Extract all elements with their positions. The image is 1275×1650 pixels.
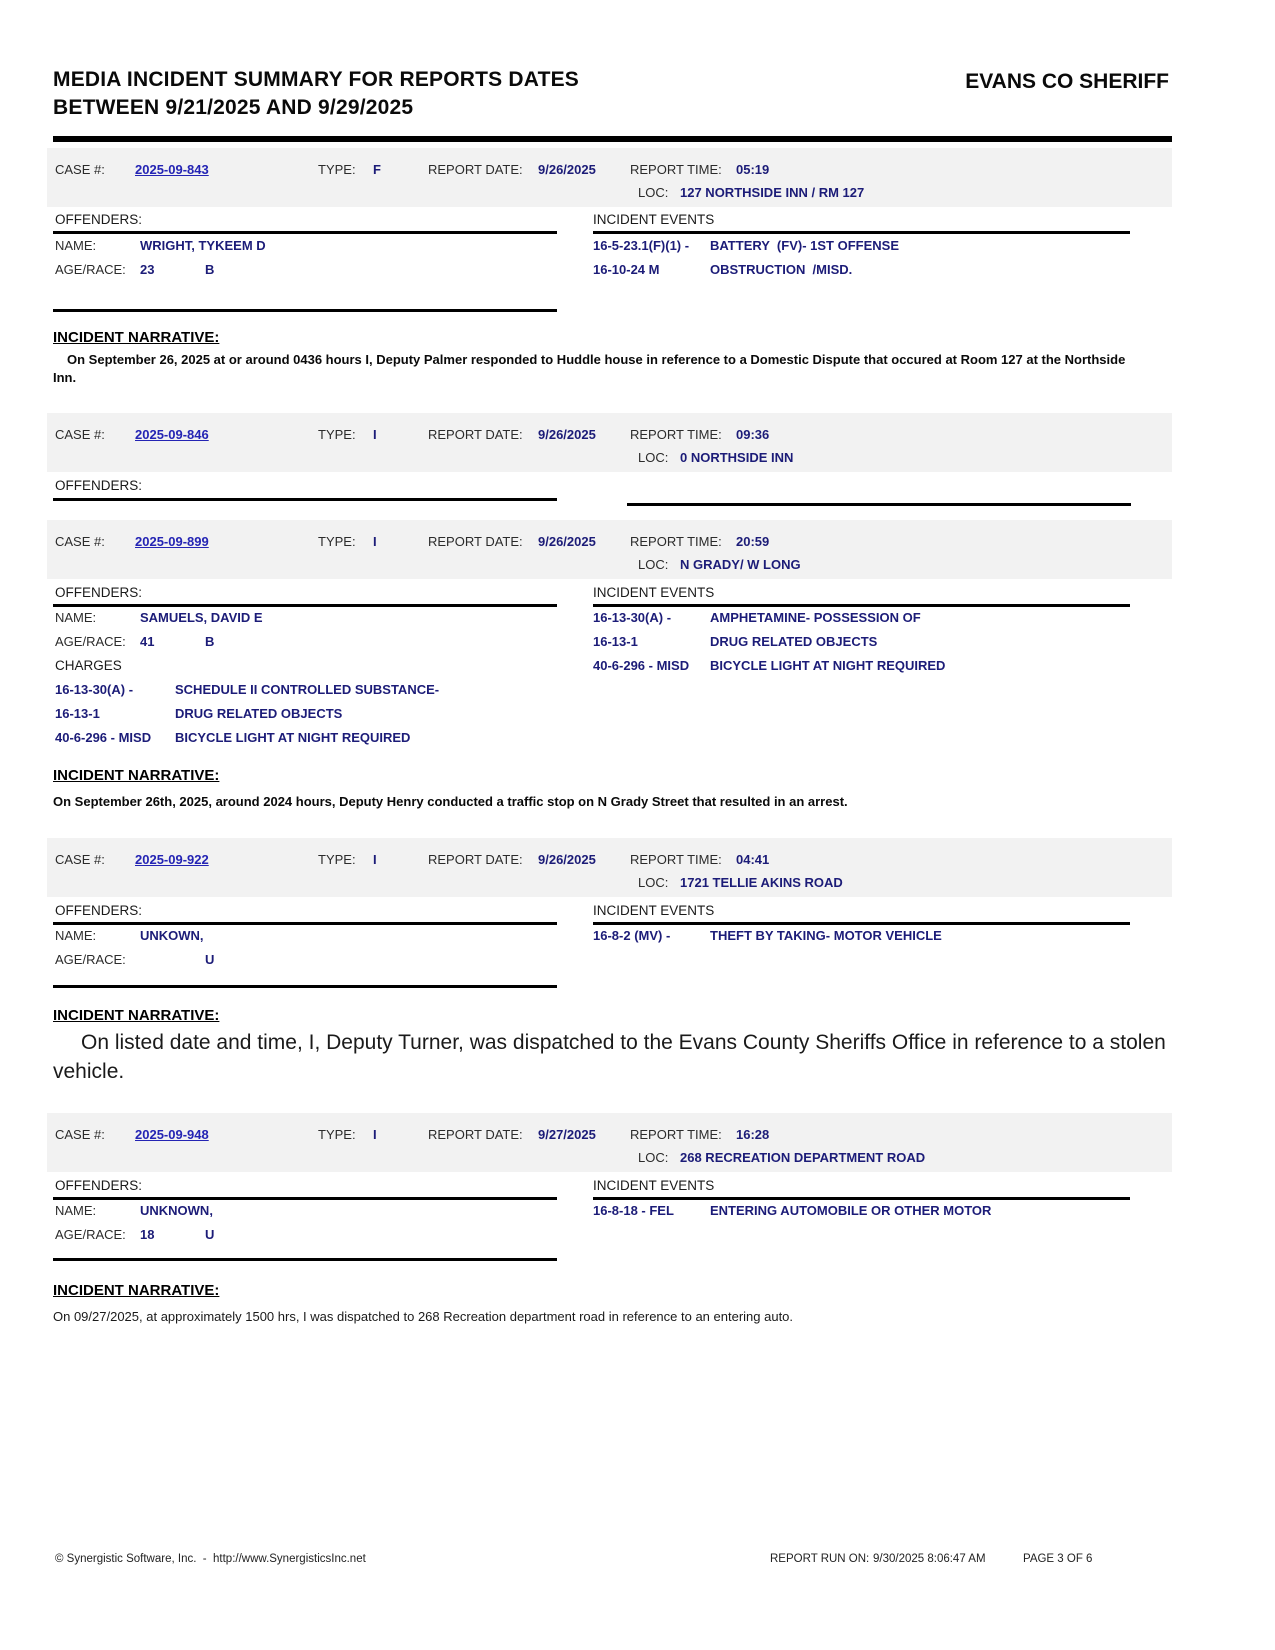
type-label: TYPE: [318,162,356,177]
events-underline [593,604,1130,607]
report-time-value: 05:19 [736,162,770,177]
case-number-link[interactable]: 2025-09-846 [135,427,209,442]
report-date-value: 9/26/2025 [538,534,596,549]
section-close-line [53,985,557,988]
incident-narrative-text: On listed date and time, I, Deputy Turner, was dispatched to the Evans County Sheriffs Office in reference to a stolen vehicle. [53,1031,1166,1083]
age-race-label: AGE/RACE: [55,952,126,967]
type-value: I [373,427,377,442]
report-date-label: REPORT DATE: [428,534,523,549]
type-value: F [373,162,381,177]
age-race-label: AGE/RACE: [55,634,126,649]
offender-race: U [205,952,215,967]
case-label: CASE #: [55,1127,105,1142]
offenders-label: OFFENDERS: [55,1178,143,1193]
case-number-link[interactable]: 2025-09-899 [135,534,209,549]
incident-narrative-label: INCIDENT NARRATIVE: [53,1007,220,1024]
charge-code: 40-6-296 - MISD [55,730,152,745]
footer-report-run-value: 9/30/2025 8:06:47 AM [873,1553,986,1565]
name-label: NAME: [55,1203,97,1218]
event-code: 16-8-2 (MV) - [593,928,671,943]
offender-age: 23 [140,262,155,277]
loc-label: LOC: [638,1150,669,1165]
offender-name: SAMUELS, DAVID E [140,610,263,625]
offender-name: UNKNOWN, [140,1203,213,1218]
offender-race: B [205,634,215,649]
type-label: TYPE: [318,852,356,867]
case-number-link[interactable]: 2025-09-922 [135,852,209,867]
report-date-label: REPORT DATE: [428,1127,523,1142]
report-title-line2: BETWEEN 9/21/2025 AND 9/29/2025 [53,96,414,119]
charge-desc: SCHEDULE II CONTROLLED SUBSTANCE- [175,682,440,697]
event-desc: THEFT BY TAKING- MOTOR VEHICLE [710,928,942,943]
events-underline [593,1197,1130,1200]
events-underline [593,231,1130,234]
report-title [53,66,813,122]
case-header-bar [47,838,1172,897]
offender-name: UNKOWN, [140,928,204,943]
offenders-underline [53,231,557,234]
loc-value: 0 NORTHSIDE INN [680,450,794,465]
offender-name: WRIGHT, TYKEEM D [140,238,266,253]
offender-age: 18 [140,1227,155,1242]
loc-value: 1721 TELLIE AKINS ROAD [680,875,843,890]
loc-label: LOC: [638,450,669,465]
loc-value: 127 NORTHSIDE INN / RM 127 [680,185,865,200]
charge-code: 16-13-1 [55,706,100,721]
type-label: TYPE: [318,427,356,442]
incident-narrative-label: INCIDENT NARRATIVE: [53,1282,220,1299]
report-date-label: REPORT DATE: [428,162,523,177]
offenders-underline [53,498,557,501]
offender-age: 41 [140,634,155,649]
charge-desc: DRUG RELATED OBJECTS [175,706,343,721]
agency-name: EVANS CO SHERIFF [965,70,1169,93]
type-value: I [373,1127,377,1142]
event-desc: DRUG RELATED OBJECTS [710,634,878,649]
footer-copyright: © Synergistic Software, Inc. - http://www.SynergisticsInc.net [55,1553,366,1565]
report-time-value: 09:36 [736,427,770,442]
report-time-label: REPORT TIME: [630,1127,722,1142]
offender-race: U [205,1227,215,1242]
case-header-bar [47,148,1172,207]
age-race-label: AGE/RACE: [55,1227,126,1242]
loc-value: N GRADY/ W LONG [680,557,801,572]
report-time-value: 20:59 [736,534,770,549]
report-title-line1: MEDIA INCIDENT SUMMARY FOR REPORTS DATES [53,68,580,91]
case-label: CASE #: [55,852,105,867]
incident-narrative-label: INCIDENT NARRATIVE: [53,329,220,346]
name-label: NAME: [55,928,97,943]
case-label: CASE #: [55,162,105,177]
case-header-bar [47,413,1172,472]
event-code: 16-5-23.1(F)(1) - [593,238,690,253]
incident-events-label: INCIDENT EVENTS [593,212,715,227]
case-number-link[interactable]: 2025-09-948 [135,1127,209,1142]
report-time-label: REPORT TIME: [630,162,722,177]
incident-narrative-label: INCIDENT NARRATIVE: [53,767,220,784]
loc-value: 268 RECREATION DEPARTMENT ROAD [680,1150,926,1165]
event-code: 16-10-24 M [593,262,660,277]
report-date-value: 9/26/2025 [538,162,596,177]
report-date-value: 9/26/2025 [538,852,596,867]
report-time-value: 16:28 [736,1127,770,1142]
incident-narrative-text: On September 26, 2025 at or around 0436 hours I, Deputy Palmer responded to Huddle house in reference to a Domestic Dispute that occured at Room 127 at the Northside Inn. [53,352,1126,385]
offenders-label: OFFENDERS: [55,903,143,918]
report-time-label: REPORT TIME: [630,534,722,549]
type-label: TYPE: [318,534,356,549]
event-code: 16-13-30(A) - [593,610,672,625]
report-date-label: REPORT DATE: [428,852,523,867]
section-close-line [53,309,557,312]
case-label: CASE #: [55,534,105,549]
report-date-value: 9/27/2025 [538,1127,596,1142]
event-desc: ENTERING AUTOMOBILE OR OTHER MOTOR [710,1203,992,1218]
charge-code: 16-13-30(A) - [55,682,134,697]
header-rule [53,136,1172,142]
events-underline [627,503,1131,506]
type-value: I [373,534,377,549]
offenders-label: OFFENDERS: [55,212,143,227]
footer-page-number: PAGE 3 OF 6 [1023,1553,1093,1565]
incident-events-label: INCIDENT EVENTS [593,585,715,600]
report-time-value: 04:41 [736,852,770,867]
event-code: 16-8-18 - FEL [593,1203,674,1218]
offenders-label: OFFENDERS: [55,585,143,600]
name-label: NAME: [55,610,97,625]
loc-label: LOC: [638,875,669,890]
offender-race: B [205,262,215,277]
age-race-label: AGE/RACE: [55,262,126,277]
case-header-bar [47,1113,1172,1172]
event-desc: BATTERY (FV)- 1ST OFFENSE [710,238,899,253]
case-header-bar [47,520,1172,579]
type-value: I [373,852,377,867]
report-date-value: 9/26/2025 [538,427,596,442]
footer-report-run-label: REPORT RUN ON: [770,1553,870,1565]
name-label: NAME: [55,238,97,253]
incident-events-label: INCIDENT EVENTS [593,903,715,918]
event-desc: OBSTRUCTION /MISD. [710,262,853,277]
charge-desc: BICYCLE LIGHT AT NIGHT REQUIRED [175,730,411,745]
offenders-label: OFFENDERS: [55,478,143,493]
offenders-underline [53,604,557,607]
incident-narrative-text: On September 26th, 2025, around 2024 hours, Deputy Henry conducted a traffic stop on N Grady Street that resulted in an arrest. [53,794,848,809]
report-date-label: REPORT DATE: [428,427,523,442]
event-code: 16-13-1 [593,634,638,649]
report-time-label: REPORT TIME: [630,852,722,867]
type-label: TYPE: [318,1127,356,1142]
offenders-underline [53,922,557,925]
incident-narrative-text: On 09/27/2025, at approximately 1500 hrs, I was dispatched to 268 Recreation department road in reference to an entering auto. [53,1309,794,1324]
event-code: 40-6-296 - MISD [593,658,690,673]
case-number-link[interactable]: 2025-09-843 [135,162,209,177]
event-desc: BICYCLE LIGHT AT NIGHT REQUIRED [710,658,946,673]
charges-label: CHARGES [55,658,122,673]
section-close-line [53,1258,557,1261]
events-underline [593,922,1130,925]
case-label: CASE #: [55,427,105,442]
offenders-underline [53,1197,557,1200]
loc-label: LOC: [638,185,669,200]
report-time-label: REPORT TIME: [630,427,722,442]
event-desc: AMPHETAMINE- POSSESSION OF [710,610,921,625]
loc-label: LOC: [638,557,669,572]
incident-events-label: INCIDENT EVENTS [593,1178,715,1193]
